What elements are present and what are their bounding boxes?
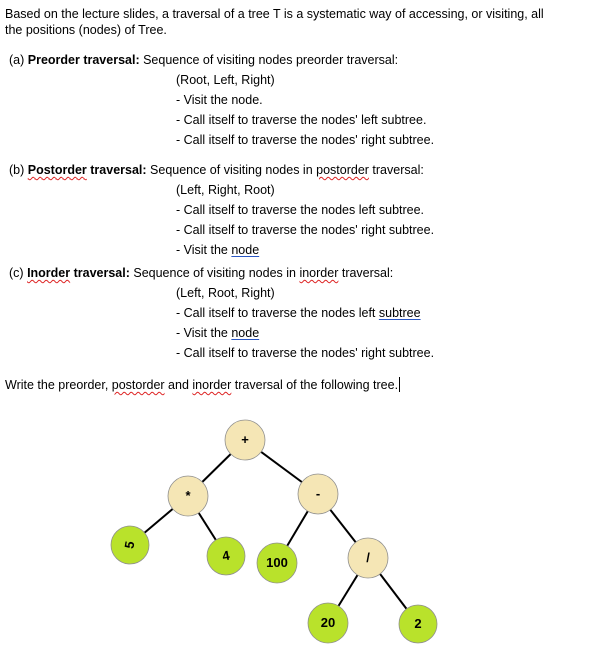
postorder-step-text: - Visit the <box>176 243 232 257</box>
preorder-step: - Visit the node. <box>176 93 263 107</box>
inorder-step: (Left, Root, Right) <box>176 286 275 300</box>
postorder-step: (Left, Right, Root) <box>176 183 275 197</box>
question-part: and <box>164 378 193 392</box>
postorder-step: - Call itself to traverse the nodes left subtree. <box>176 203 425 217</box>
grammar-flag-word[interactable]: subtree <box>378 306 421 320</box>
preorder-description: Sequence of visiting nodes preorder traversal: <box>139 53 399 67</box>
spellcheck-word[interactable]: inorder <box>192 378 232 392</box>
postorder-title-rest: traversal: <box>86 163 147 177</box>
inorder-title-rest: traversal: <box>70 266 130 280</box>
grammar-flag-word[interactable]: node <box>231 243 260 257</box>
tree-node-label-five: 5 <box>121 540 138 550</box>
tree-node-label-plus: + <box>241 432 249 447</box>
postorder-description: Sequence of visiting nodes in <box>146 163 317 177</box>
intro-line-1: Based on the lecture slides, a traversal of a tree T is a systematic way of accessing, or visiting, all <box>5 7 544 21</box>
spellcheck-word[interactable]: Postorder <box>27 163 87 177</box>
tree-node-label-four: 4 <box>221 547 231 564</box>
spellcheck-word[interactable]: Inorder <box>27 266 71 280</box>
inorder-description: Sequence of visiting nodes in <box>129 266 300 280</box>
question-part: traversal of the following tree. <box>231 378 399 392</box>
preorder-step: - Call itself to traverse the nodes' right subtree. <box>176 133 435 147</box>
tree-node-label-two: 2 <box>414 616 422 631</box>
intro-line-2: the positions (nodes) of Tree. <box>5 23 167 37</box>
inorder-prefix: (c) <box>9 266 28 280</box>
inorder-step: - Call itself to traverse the nodes' right subtree. <box>176 346 435 360</box>
question-part: Write the preorder, <box>5 378 112 392</box>
tree-node-label-divide: / <box>366 550 370 565</box>
postorder-step: - Call itself to traverse the nodes' right subtree. <box>176 223 435 237</box>
inorder-description-end: traversal: <box>338 266 394 280</box>
grammar-flag-word[interactable]: node <box>231 326 260 340</box>
tree-node-label-minus: - <box>315 486 321 501</box>
preorder-step: - Call itself to traverse the nodes' left subtree. <box>176 113 427 127</box>
tree-node-label-hundred: 100 <box>266 555 288 570</box>
tree-node-label-times: * <box>185 488 191 503</box>
inorder-step-text: - Visit the <box>176 326 232 340</box>
postorder-description-end: traversal: <box>368 163 424 177</box>
preorder-title: Preorder traversal: <box>27 53 140 67</box>
preorder-prefix: (a) <box>9 53 28 67</box>
spellcheck-word[interactable]: postorder <box>316 163 369 177</box>
postorder-prefix: (b) <box>9 163 28 177</box>
spellcheck-word[interactable]: inorder <box>299 266 339 280</box>
tree-node-label-twenty: 20 <box>320 615 336 630</box>
preorder-step: (Root, Left, Right) <box>176 73 275 87</box>
inorder-step-text: - Call itself to traverse the nodes left <box>176 306 379 320</box>
spellcheck-word[interactable]: postorder <box>111 378 165 392</box>
